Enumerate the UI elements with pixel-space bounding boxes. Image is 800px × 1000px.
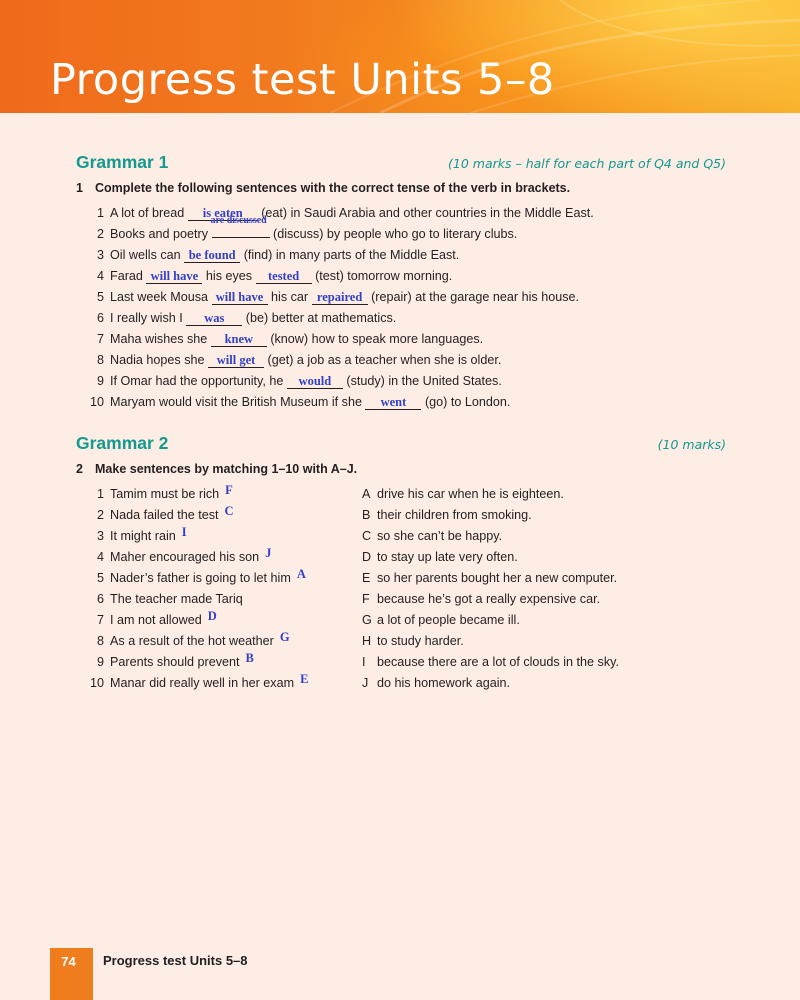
item-number: 10 <box>89 395 104 409</box>
answer-blank[interactable] <box>287 375 343 389</box>
sentence-end: (be) better at mathematics. <box>245 311 397 325</box>
sentence-end: (know) how to speak more languages. <box>270 332 484 346</box>
sentence-start: Oil wells can <box>110 248 181 262</box>
handwritten-answer: is eaten <box>202 206 243 220</box>
handwritten-answer: will have <box>150 269 199 283</box>
item-number: 7 <box>96 613 104 627</box>
answer-blank[interactable] <box>212 291 268 305</box>
option-letter: J <box>362 676 369 690</box>
handwritten-answer[interactable]: G <box>279 630 290 644</box>
exercise-line <box>82 215 518 245</box>
instruction-text: Make sentences by matching 1–10 with A–J. <box>95 462 358 476</box>
item-text: Tamim must be rich <box>110 487 220 501</box>
option-letter: A <box>362 487 371 501</box>
sentence-start: I really wish I <box>110 311 183 325</box>
item-text: I am not allowed <box>110 613 202 627</box>
item-number: 8 <box>96 353 104 367</box>
option-letter: H <box>362 634 372 648</box>
sentence-end: (test) tomorrow morning. <box>315 269 453 283</box>
match-item-left <box>82 610 217 631</box>
handwritten-answer[interactable]: B <box>245 651 254 665</box>
item-number: 5 <box>96 290 104 304</box>
option-letter: I <box>362 655 366 669</box>
match-item-right <box>362 589 600 610</box>
sentence-middle: his eyes <box>205 269 253 283</box>
item-text: Nada failed the test <box>110 508 219 522</box>
sentence-start: Nadia hopes she <box>110 353 205 367</box>
grammar2-marks: (10 marks) <box>657 437 726 452</box>
option-letter: G <box>362 613 372 627</box>
exercise-line <box>82 245 459 266</box>
handwritten-answer[interactable]: C <box>224 504 234 518</box>
match-item-right <box>362 631 464 652</box>
handwritten-answer: will have <box>215 290 264 304</box>
exercise-line <box>82 308 396 329</box>
answer-blank[interactable] <box>186 312 242 326</box>
answer-blank[interactable] <box>184 249 240 263</box>
handwritten-answer: be found <box>188 248 236 262</box>
option-letter: C <box>362 529 372 543</box>
match-item-right <box>362 526 502 547</box>
option-text: to stay up late very often. <box>377 550 518 564</box>
grammar2-instruction <box>76 462 357 476</box>
handwritten-answer: are discussed <box>210 215 267 226</box>
answer-blank[interactable] <box>210 215 270 238</box>
grammar1-title: Grammar 1 <box>76 152 169 172</box>
sentence-start: Books and poetry <box>110 227 209 241</box>
option-text: because he’s got a really expensive car. <box>377 592 601 606</box>
item-number: 5 <box>96 571 104 585</box>
exercise-line <box>82 266 452 287</box>
handwritten-answer[interactable]: J <box>265 546 272 560</box>
grammar1-marks: (10 marks – half for each part of Q4 and Q5) <box>448 156 726 171</box>
option-letter: F <box>362 592 370 606</box>
handwritten-answer[interactable]: D <box>207 609 217 623</box>
answer-blank[interactable] <box>146 270 202 284</box>
match-item-left <box>82 505 234 526</box>
match-item-right <box>362 610 520 631</box>
match-item-right <box>362 484 564 505</box>
instruction-text: Complete the following sentences with the correct tense of the verb in brackets. <box>95 181 571 195</box>
item-number: 2 <box>96 508 104 522</box>
handwritten-answer: repaired <box>316 290 363 304</box>
handwritten-answer[interactable]: I <box>181 525 187 539</box>
exercise-line <box>82 203 594 224</box>
item-text: Maher encouraged his son <box>110 550 260 564</box>
grammar2-header <box>76 433 726 455</box>
item-number: 4 <box>96 269 104 283</box>
handwritten-answer: would <box>298 374 332 388</box>
handwritten-answer: was <box>204 311 225 325</box>
match-item-left <box>82 631 290 652</box>
exercise-line <box>82 371 502 392</box>
match-item-left <box>82 673 308 694</box>
sentence-start: Farad <box>110 269 143 283</box>
header-banner <box>0 0 800 113</box>
question-number: 1 <box>76 181 83 195</box>
handwritten-answer[interactable]: A <box>296 567 306 581</box>
handwritten-answer[interactable]: E <box>300 672 309 686</box>
grammar1-header <box>76 152 726 174</box>
match-item-left <box>82 568 306 589</box>
question-number: 2 <box>76 462 83 476</box>
page-number: 74 <box>61 954 76 969</box>
handwritten-answer: went <box>380 395 407 409</box>
sentence-start: Maha wishes she <box>110 332 208 346</box>
option-letter: B <box>362 508 371 522</box>
match-item-right <box>362 673 510 694</box>
item-text: Nader’s father is going to let him <box>110 571 291 585</box>
answer-blank[interactable] <box>208 354 264 368</box>
handwritten-answer[interactable]: F <box>225 483 233 497</box>
sentence-end: (eat) in Saudi Arabia and other countries in the Middle East. <box>261 206 594 220</box>
sentence-end: (go) to London. <box>424 395 511 409</box>
sentence-start: Last week Mousa <box>110 290 209 304</box>
item-number: 10 <box>89 676 104 690</box>
item-number: 6 <box>96 592 104 606</box>
item-text: Parents should prevent <box>110 655 240 669</box>
footer-title: Progress test Units 5–8 <box>103 953 248 968</box>
handwritten-answer: will get <box>216 353 256 367</box>
item-number: 8 <box>96 634 104 648</box>
match-item-left <box>82 652 254 673</box>
option-text: because there are a lot of clouds in the sky. <box>377 655 619 669</box>
item-number: 1 <box>96 487 104 501</box>
exercise-line <box>82 350 501 371</box>
answer-blank[interactable] <box>211 333 267 347</box>
match-item-left <box>82 484 233 505</box>
item-number: 1 <box>96 206 104 220</box>
sentence-end: (repair) at the garage near his house. <box>371 290 580 304</box>
option-text: to study harder. <box>377 634 464 648</box>
sentence-start: A lot of bread <box>110 206 185 220</box>
answer-blank[interactable] <box>312 291 368 305</box>
sentence-start: If Omar had the opportunity, he <box>110 374 284 388</box>
page-title: Progress test Units 5–8 <box>50 55 555 105</box>
exercise-line <box>82 329 483 350</box>
option-text: their children from smoking. <box>377 508 532 522</box>
option-text: a lot of people became ill. <box>377 613 520 627</box>
match-item-left <box>82 547 271 568</box>
item-text: Manar did really well in her exam <box>110 676 295 690</box>
item-text: The teacher made Tariq <box>110 592 243 606</box>
match-item-right <box>362 568 617 589</box>
item-number: 6 <box>96 311 104 325</box>
item-number: 2 <box>96 227 104 241</box>
item-number: 3 <box>96 529 104 543</box>
sentence-end: (find) in many parts of the Middle East. <box>243 248 460 262</box>
option-text: drive his car when he is eighteen. <box>377 487 564 501</box>
option-letter: E <box>362 571 371 585</box>
match-item-right <box>362 547 518 568</box>
match-item-left <box>82 526 187 547</box>
item-number: 7 <box>96 332 104 346</box>
match-item-left <box>82 589 243 610</box>
item-number: 3 <box>96 248 104 262</box>
exercise-line <box>82 392 510 413</box>
item-text: It might rain <box>110 529 176 543</box>
item-number: 9 <box>96 655 104 669</box>
item-text: As a result of the hot weather <box>110 634 274 648</box>
option-text: do his homework again. <box>377 676 511 690</box>
answer-blank[interactable] <box>365 396 421 410</box>
grammar2-title: Grammar 2 <box>76 433 169 453</box>
option-text: so her parents bought her a new computer. <box>377 571 618 585</box>
sentence-middle: his car <box>271 290 309 304</box>
item-number: 4 <box>96 550 104 564</box>
item-number: 9 <box>96 374 104 388</box>
sentence-end: (get) a job as a teacher when she is older. <box>267 353 502 367</box>
option-text: so she can’t be happy. <box>377 529 503 543</box>
page-number-box <box>50 948 93 1000</box>
exercise-line <box>82 287 579 308</box>
handwritten-answer: knew <box>224 332 254 346</box>
sentence-end: (discuss) by people who go to literary clubs. <box>273 227 518 241</box>
match-item-right <box>362 505 532 526</box>
match-item-right <box>362 652 619 673</box>
answer-blank[interactable] <box>256 270 312 284</box>
sentence-end: (study) in the United States. <box>346 374 502 388</box>
sentence-start: Maryam would visit the British Museum if she <box>110 395 362 409</box>
handwritten-answer: tested <box>267 269 300 283</box>
option-letter: D <box>362 550 372 564</box>
grammar1-instruction <box>76 181 570 195</box>
